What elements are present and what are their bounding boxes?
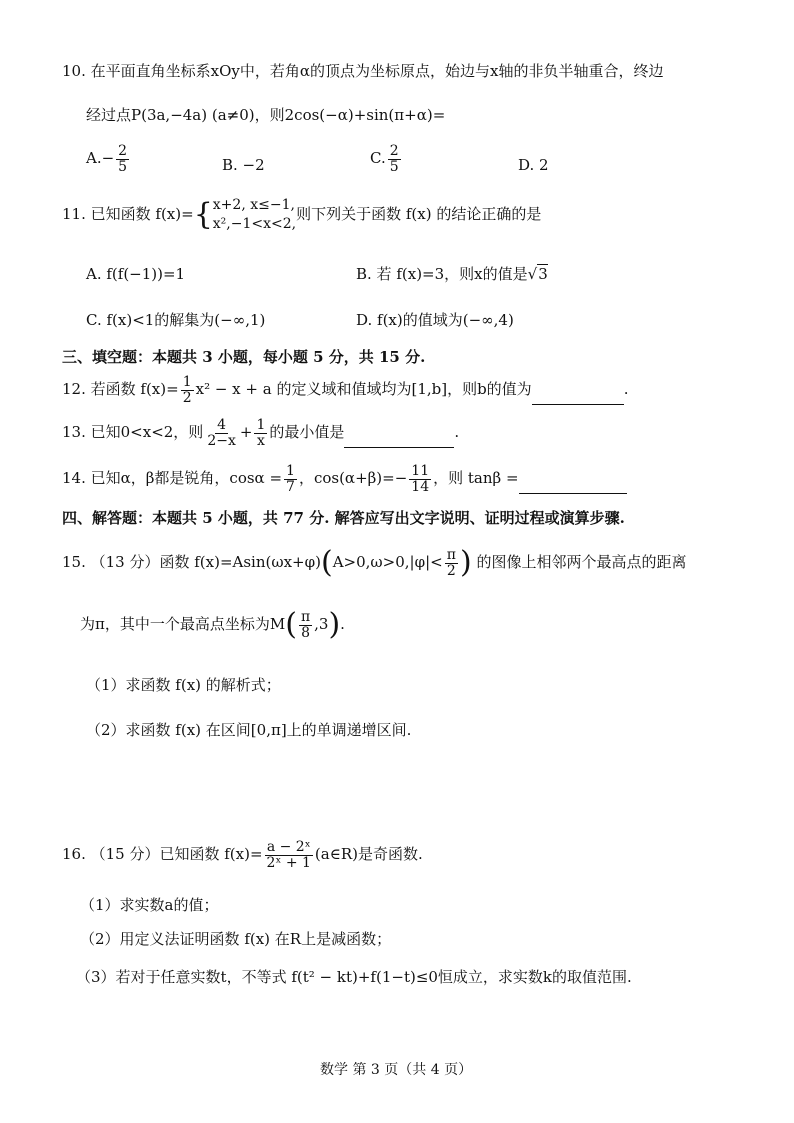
q15-sub1: （1）求函数 f(x) 的解析式； <box>86 676 281 694</box>
q14-stem: 14. 已知α，β都是锐角，cosα = $\frac{1}{7}$ ，cos(α+β)=− $\frac{11}{14}$ ，则 tanβ = <box>62 464 627 494</box>
q11-option-c: C. f(x)<1的解集为(−∞,1) <box>86 311 266 329</box>
q10-stem-line2: 经过点P(3a,−4a) (a≠0)，则2cos(−α)+sin(π+α)= <box>86 106 446 124</box>
q16-sub3: （3）若对于任意实数t，不等式 f(t² − kt)+f(1−t)≤0恒成立，求实数k的取值范围. <box>76 968 632 986</box>
q15-stem-line2: 为π，其中一个最高点坐标为M( $\frac{\pi}{8}$ ,3). <box>80 607 345 643</box>
q13-answer-blank <box>344 431 454 448</box>
q14-answer-blank <box>519 477 627 494</box>
q10-option-a: A.− $\frac{2}{5}$ <box>86 143 128 175</box>
piecewise-function: { x+2, x≤−1, x²,−1<x<2, <box>193 196 297 232</box>
q11-option-d: D. f(x)的值域为(−∞,4) <box>356 311 514 329</box>
q16-sub1: （1）求实数a的值； <box>80 896 219 914</box>
q16-sub2: （2）用定义法证明函数 f(x) 在R上是减函数； <box>80 930 392 948</box>
q15-stem-line1: 15. （13 分）函数 f(x)=Asin(ωx+φ)(A>0,ω>0,|φ|< $\frac{\pi}{2}$ ) 的图像上相邻两个最高点的距离 <box>62 545 687 581</box>
q11-option-b: B. 若 f(x)=3，则x的值是√3 <box>356 265 548 283</box>
page-footer: 数学 第 3 页（共 4 页） <box>320 1062 473 1078</box>
q11-stem: 11. 已知函数 f(x)= { x+2, x≤−1, x²,−1<x<2, 则下列关于函数 f(x) 的结论正确的是 <box>62 196 542 232</box>
q15-sub2: （2）求函数 f(x) 在区间[0,π]上的单调递增区间. <box>86 721 412 739</box>
q10-option-d: D. 2 <box>518 156 549 174</box>
q13-stem: 13. 已知0<x<2，则 $\frac{4}{2-x}$ + $\frac{1}{x}$ 的最小值是 . <box>62 417 460 449</box>
q12-stem: 12. 若函数 f(x)= $\frac{1}{2}$ x² − x + a 的定义域和值域均为[1,b]，则b的值为 . <box>62 374 629 406</box>
section-3-heading: 三、填空题：本题共 3 小题，每小题 5 分，共 15 分. <box>62 348 426 366</box>
q10-option-b: B. −2 <box>222 156 265 174</box>
section-4-heading: 四、解答题：本题共 5 小题，共 77 分. 解答应写出文字说明、证明过程或演算步骤. <box>62 509 625 527</box>
q11-option-a: A. f(f(−1))=1 <box>86 265 186 283</box>
q10-stem-line1: 10. 在平面直角坐标系xOy中，若角α的顶点为坐标原点，始边与x轴的非负半轴重合，终边 <box>62 62 664 80</box>
q16-stem: 16. （15 分）已知函数 f(x)= $\frac{\text{a − 2ˣ}}{\text{2ˣ + 1}}$ (a∈R)是奇函数. <box>62 839 423 871</box>
q10-option-c: C. $\frac{2}{5}$ <box>370 143 399 175</box>
q12-answer-blank <box>532 388 624 405</box>
